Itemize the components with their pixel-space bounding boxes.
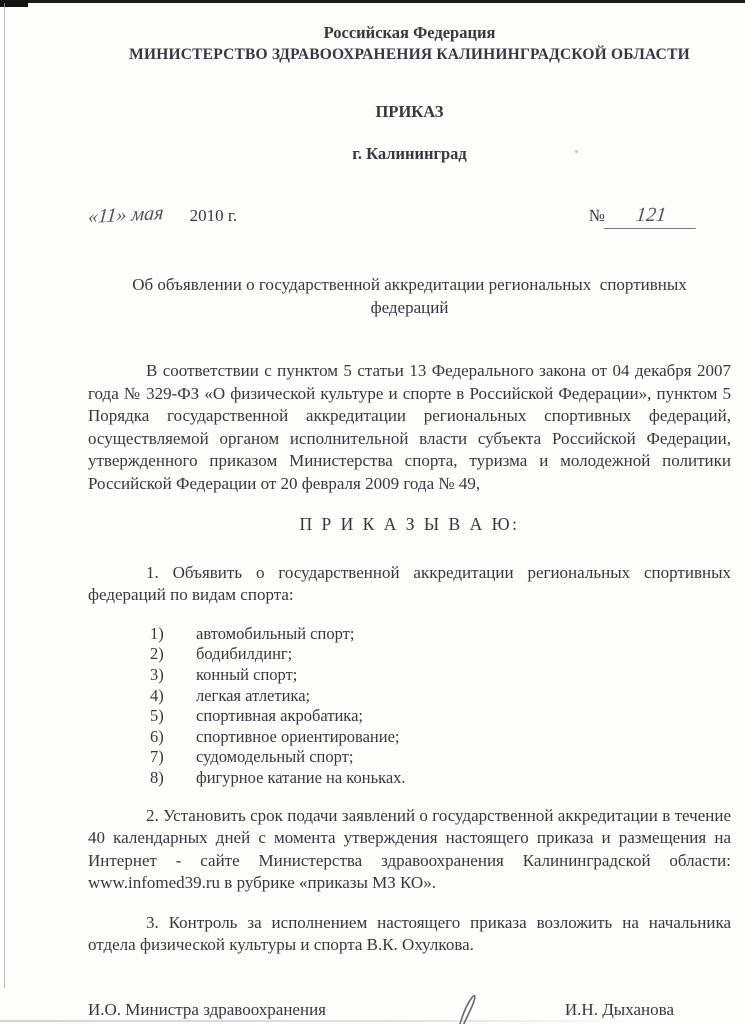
list-item	[150, 644, 731, 665]
clause-1-paragraph	[88, 562, 731, 607]
sports-list	[88, 624, 731, 789]
clause-1-number: 1.	[146, 562, 159, 582]
clause-2-text: Установить срок подачи заявлений о государственной аккредитации в течение 40 календарных дней с момента утверждения настоящего приказа и размещения на Интернет - сайте Министерства здравоохранения Калининградской области: www.infomed39.ru в рубрике «приказы МЗ КО».	[88, 805, 731, 893]
list-item-text: спортивная акробатика;	[196, 706, 363, 726]
number-sign-label: №	[588, 206, 605, 225]
handwritten-date: «11» мая	[87, 201, 165, 229]
date-and-number-row	[87, 201, 731, 229]
handwritten-order-number: 121	[604, 204, 699, 229]
list-item-text: легкая атлетика;	[196, 685, 311, 705]
list-item	[150, 665, 731, 686]
list-item-text: бодибилдинг;	[196, 644, 293, 664]
preamble-paragraph: В соответствии с пунктом 5 статьи 13 Федерального закона от 04 декабря 2007 года № 329-ФЗ «О физической культуре и спорте в Российской Федерации», пунктом 5 Порядка государственной аккредитации региональных спортивных федераций, осуществляемой органом исполнительной власти субъекта Российской Федерации, утвержденного приказом Министерства спорта, туризма и молодежной политики Российской Федерации от 20 февраля 2009 года № 49,	[88, 361, 731, 493]
list-item	[150, 706, 731, 727]
decree-word: П Р И К А З Ы В А Ю:	[299, 513, 520, 534]
scan-edge-left	[4, 3, 5, 988]
list-item	[150, 747, 731, 768]
list-item-text: фигурное катание на коньках.	[196, 767, 406, 787]
signature-scribble-icon	[436, 984, 528, 1024]
city-line: г. Калининград	[352, 144, 467, 163]
clause-2-number: 2.	[146, 805, 159, 825]
list-item-number: 8)	[150, 767, 164, 787]
signature-row	[88, 1000, 731, 1020]
list-item-number: 7)	[150, 747, 164, 767]
clause-1-text: Объявить о государственной аккредитации региональных спортивных федераций по видам спорта:	[88, 562, 732, 605]
header-country: Российская Федерация	[323, 23, 496, 42]
list-item-number: 2)	[150, 644, 164, 664]
signer-name: И.Н. Дыханова	[564, 1000, 674, 1020]
list-item-text: автомобильный спорт;	[196, 623, 355, 643]
list-item-number: 5)	[150, 706, 164, 726]
date-group	[87, 201, 238, 229]
order-title: Об объявлении о государственной аккредитации региональных спортивных федераций	[132, 275, 692, 317]
clause-3-number: 3.	[146, 912, 159, 932]
clause-3-text: Контроль за исполнением настоящего приказа возложить на начальника отдела физической культуры и спорта В.К. Охулкова.	[88, 912, 731, 955]
list-item	[150, 686, 731, 707]
list-item-number: 3)	[150, 664, 164, 684]
header-ministry-name: МИНИСТЕРСТВО ЗДРАВООХРАНЕНИЯ КАЛИНИНГРАДСКОЙ ОБЛАСТИ	[129, 46, 690, 63]
list-item-number: 4)	[150, 685, 164, 705]
list-item	[150, 624, 731, 645]
list-item-text: судомодельный спорт;	[196, 747, 354, 767]
list-item-number: 1)	[150, 623, 164, 643]
signer-position-title: И.О. Министра здравоохранения	[88, 1000, 326, 1020]
clause-2-paragraph	[88, 805, 731, 895]
year-label: 2010 г.	[189, 206, 238, 225]
list-item-text: конный спорт;	[196, 664, 298, 684]
list-item	[150, 768, 731, 789]
list-item	[150, 727, 731, 748]
list-item-number: 6)	[150, 726, 164, 746]
document-body	[88, 0, 731, 1020]
scan-edge-bottom	[0, 1020, 633, 1022]
order-number-group	[589, 204, 697, 229]
clause-3-paragraph	[88, 912, 731, 957]
document-type-heading: ПРИКАЗ	[375, 102, 444, 121]
list-item-text: спортивное ориентирование;	[196, 726, 400, 746]
